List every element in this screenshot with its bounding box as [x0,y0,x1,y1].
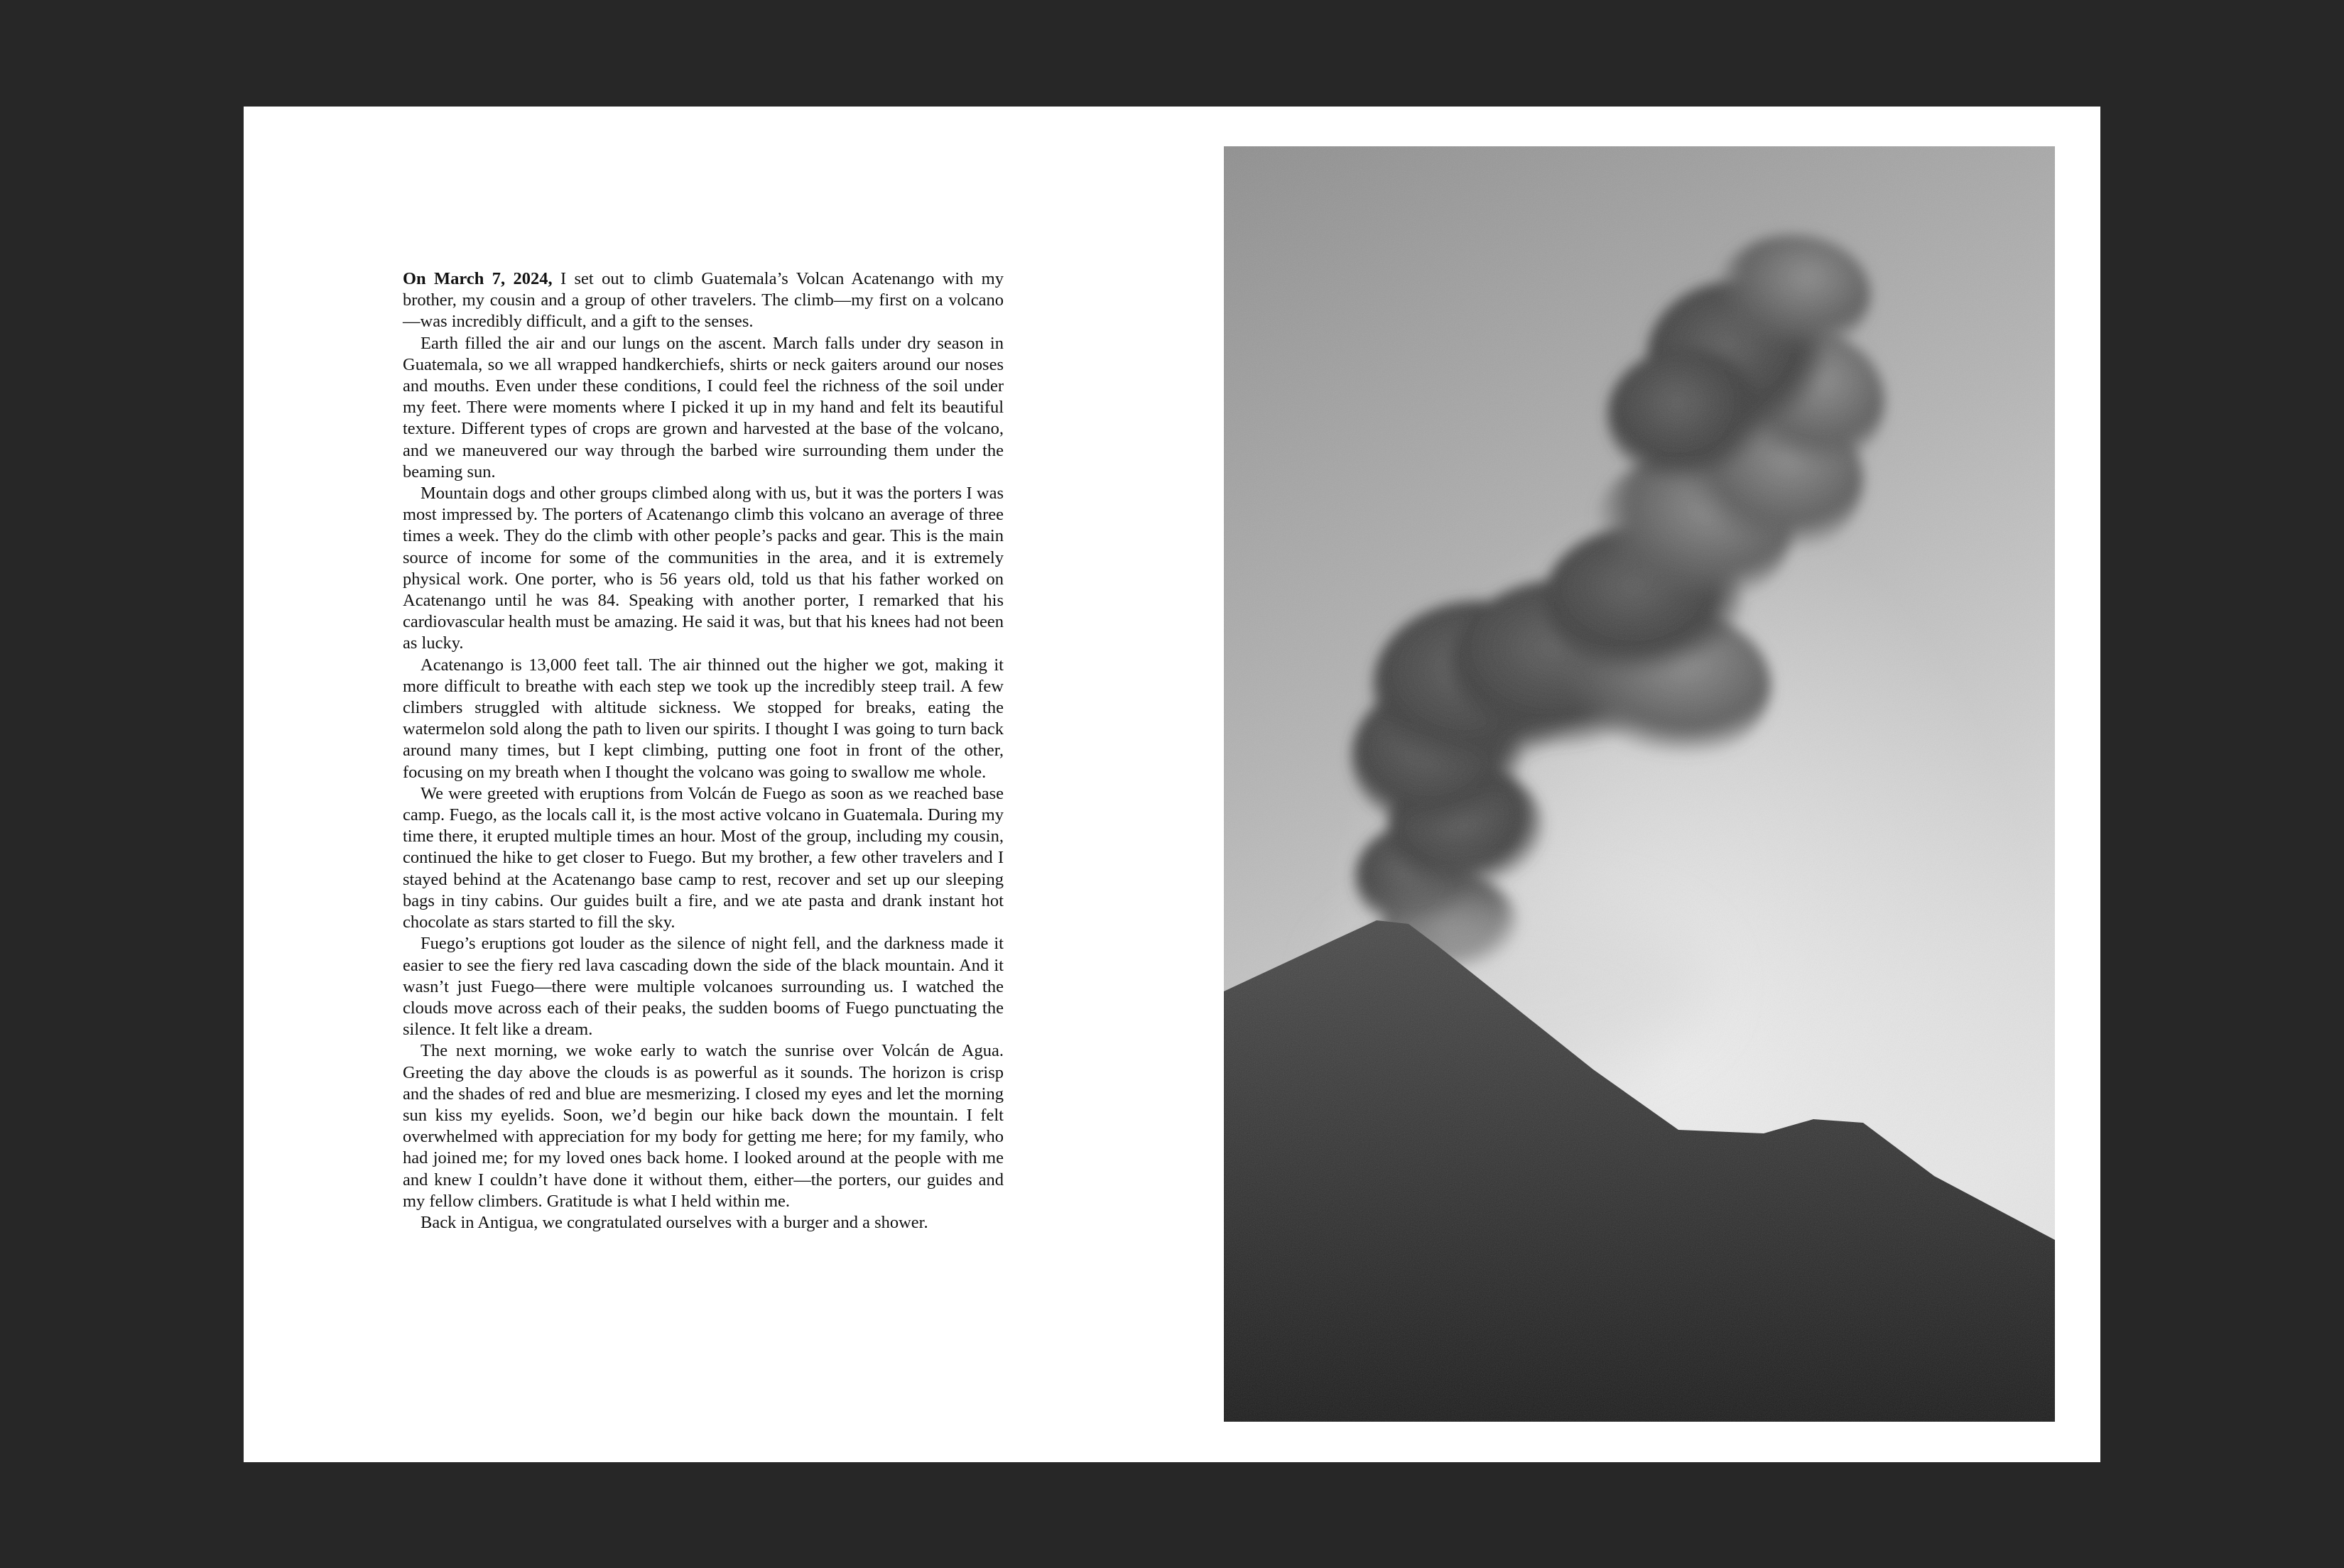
article-paragraph-3: Mountain dogs and other groups climbed along with us, but it was the porters I was most impressed by. The porters of Acatenango climb this volcano an average of three times a week. They do the climb with other people’s packs and gear. This is the main source of income for some of the communities in the area, and it is extremely physical work. One porter, who is 56 years old, told us that his father worked on Acatenango until he was 84. Speaking with another porter, I remarked that his cardiovascular health must be amazing. He said it was, but that his knees had not been as lucky. [403,484,1004,653]
article-paragraph-4: Acatenango is 13,000 feet tall. The air thinned out the higher we got, making it more difficult to breathe with each step we took up the incredibly steep trail. A few climbers struggled with altitude sickness. We stopped for breaks, eating the watermelon sold along the path to liven our spirits. I thought I was going to turn back around many times, but I kept climbing, putting one foot in front of the other, focusing on my breath when I thought the volcano was going to swallow me whole. [403,655,1004,782]
article-paragraph-1 [403,268,1004,333]
volcano-photo [1224,146,2055,1422]
magazine-spread [244,107,2100,1462]
article-paragraph-8: Back in Antigua, we congratulated ourselves with a burger and a shower. [420,1212,928,1232]
article-paragraph-5: We were greeted with eruptions from Volcán de Fuego as soon as we reached base camp. Fuego, as the locals call it, is the most active volcano in Guatemala. During my time there, it erupted multiple times an hour. Most of the group, including my cousin, continued the hike to get closer to Fuego. But my brother, a few other travelers and I stayed behind at the Acatenango base camp to rest, recover and set up our sleeping bags in tiny cabins. Our guides built a fire, and we ate pasta and drank instant hot chocolate as stars started to fill the sky. [403,783,1004,932]
article-paragraph-6: Fuego’s eruptions got louder as the silence of night fell, and the darkness made it easier to see the fiery red lava cascading down the side of the black mountain. And it wasn’t just Fuego—there were multiple volcanoes surrounding us. I watched the clouds move across each of their peaks, the sudden booms of Fuego punctuating the silence. It felt like a dream. [403,934,1004,1040]
article-paragraph-7: The next morning, we woke early to watch the sunrise over Volcán de Agua. Greeting the day above the clouds is as powerful as it sounds. The horizon is crisp and the shades of red and blue are mesmerizing. I closed my eyes and let the morning sun kiss my eyelids. Soon, we’d begin our hike back down the mountain. I felt overwhelmed with appreciation for my body for getting me here; for my family, who had joined me; for my loved ones back home. I looked around at the people with me and knew I couldn’t have done it without them, either—the porters, our guides and my fellow climbers. Gratitude is what I held within me. [403,1041,1004,1211]
article-paragraph-2: Earth filled the air and our lungs on the ascent. March falls under dry season in Guatemala, so we all wrapped handkerchiefs, shirts or neck gaiters around our noses and mouths. Even under these conditions, I could feel the richness of the soil under my feet. There were moments where I picked it up in my hand and felt its beautiful texture. Different types of crops are grown and harvested at the base of the volcano, and we maneuvered our way through the barbed wire surrounding them under the beaming sun. [403,333,1004,481]
lead-in: On March 7, 2024, [403,269,553,288]
paragraph-1-body: I set out to climb Guatemala’s Volcan Acatenango with my brother, my cousin and a group of other travelers. The climb—my first on a volcano—was incredibly difficult, and a gift to the senses. [403,269,1004,332]
article-text-column [403,268,1004,1234]
